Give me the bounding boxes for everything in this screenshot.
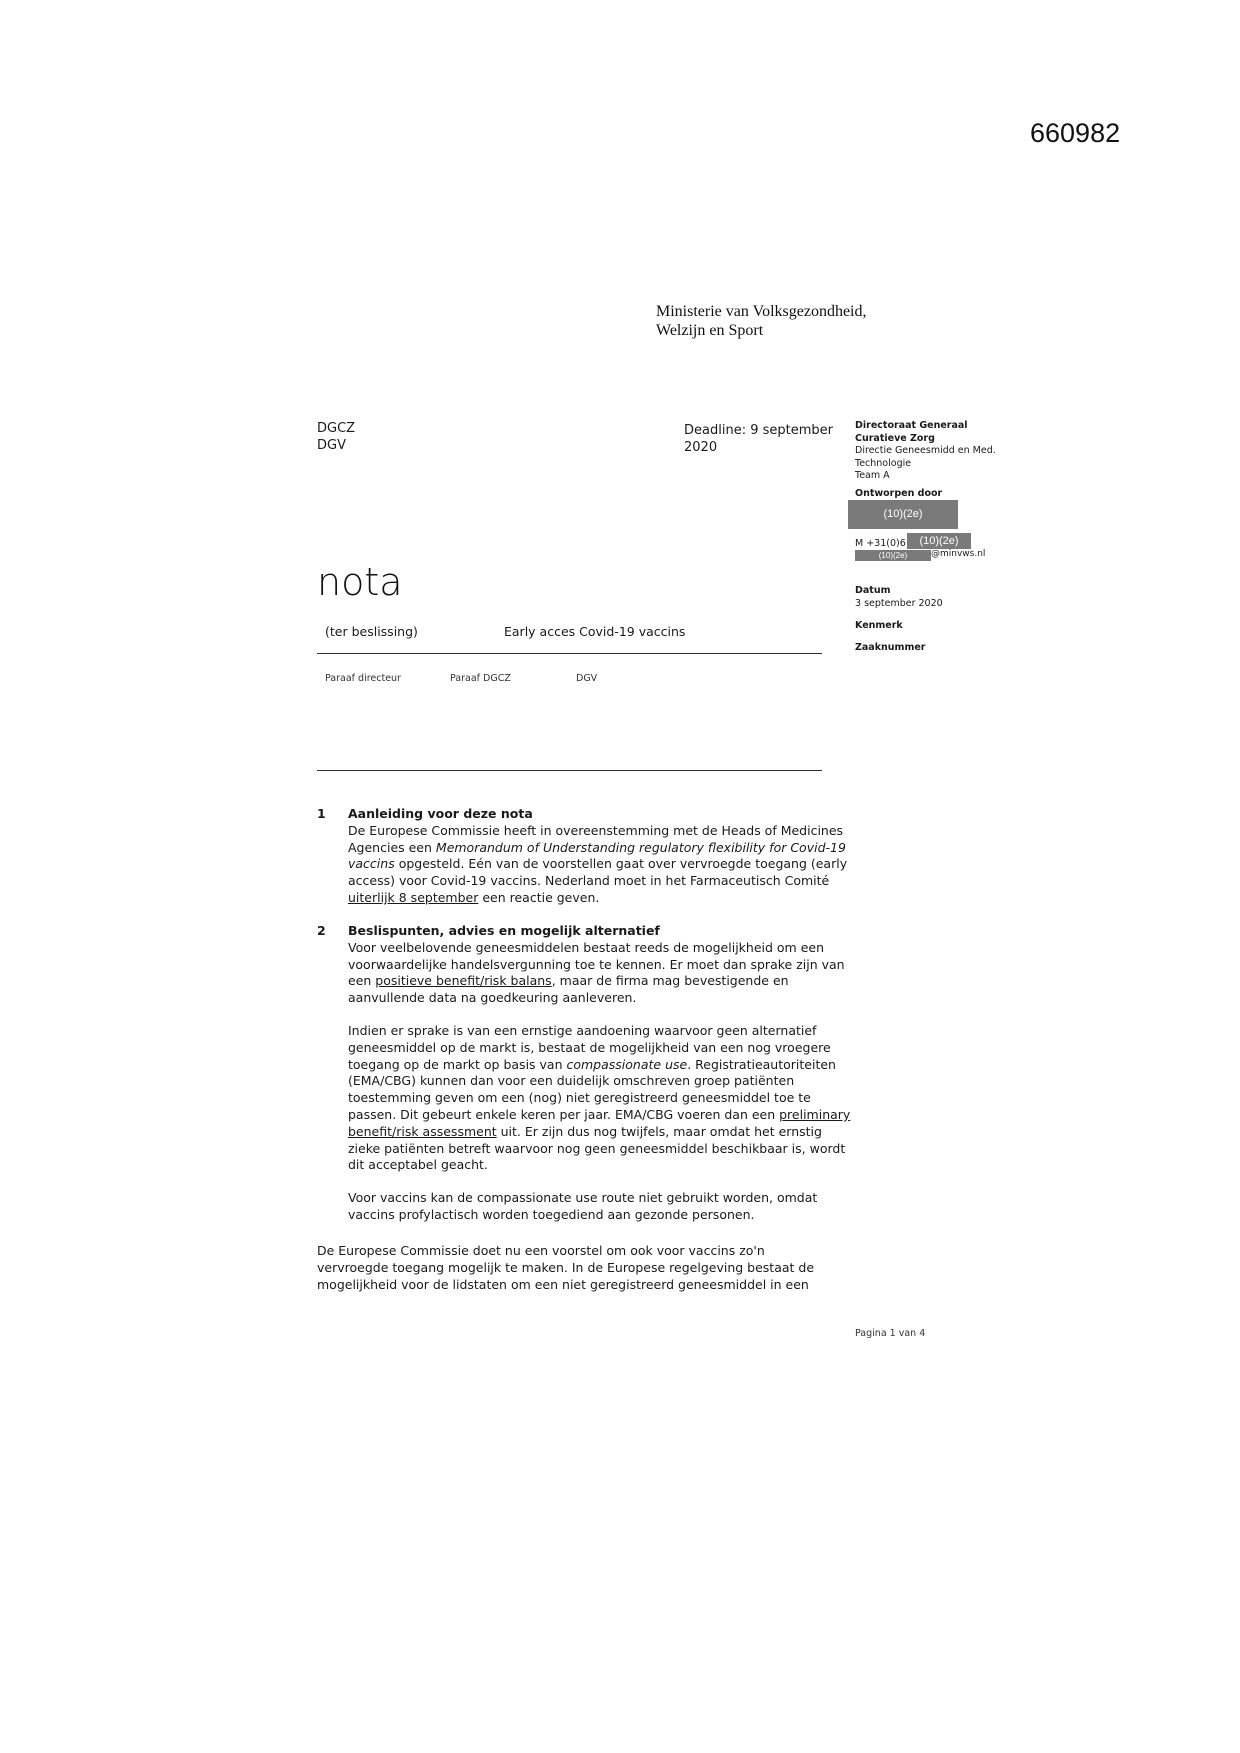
- paraaf-directeur: Paraaf directeur: [325, 673, 401, 684]
- directie-line-1: Directie Geneesmidd en Med.: [855, 445, 996, 456]
- document-title: nota: [317, 560, 403, 604]
- document-type: (ter beslissing): [325, 624, 418, 639]
- phone-prefix: M +31(0)6: [855, 538, 906, 549]
- pagination: Pagina 1 van 4: [855, 1328, 926, 1339]
- deadline: [684, 422, 833, 456]
- kenmerk-block: [855, 620, 1055, 633]
- datum-block: [855, 585, 1055, 610]
- ministry-line-1: Ministerie van Volksgezondheid,: [656, 303, 867, 320]
- document-subject: Early acces Covid-19 vaccins: [504, 624, 686, 639]
- section-2-heading: Beslispunten, advies en mogelijk alternatief: [348, 923, 660, 938]
- section-2-paragraph-3: Voor vaccins kan de compassionate use route niet gebruikt worden, omdat vaccins profylactisch worden toegediend aan gezonde personen.: [348, 1190, 818, 1222]
- document-number: 660982: [1030, 118, 1121, 148]
- team-label: Team A: [855, 470, 890, 481]
- section-1-text: De Europese Commissie heeft in overeenstemming met de Heads of Medicines Agencies een Memorandum of Understanding regulatory flexibility for Covid-19 vaccins opgesteld. Eén van de voorstellen gaat over vervroegde toegang (early access) voor Covid-19 vaccins. Nederland moet in het Farmaceutisch Comité uiterlijk 8 september een reactie geven.: [348, 822, 848, 905]
- ministry-line-2: Welzijn en Sport: [656, 322, 764, 339]
- section-2-paragraph-2: Indien er sprake is van een ernstige aandoening waarvoor geen alternatief geneesmiddel op de markt is, bestaat de mogelijkheid van een nog vroegere toegang op de markt op basis van compassionate use. Registratieautoriteiten (EMA/CBG) kunnen dan voor een duidelijk omschreven groep patiënten toestemming geven om een (nog) niet geregistreerd geneesmiddel toe te passen. Dit gebeurt enkele keren per jaar. EMA/CBG voeren dan een preliminary benefit/risk assessment uit. Er zijn dus nog twijfels, maar omdat het ernstig zieke patiënten betreft waarvoor nog geen geneesmiddel beschikbaar is, wordt dit acceptabel geacht.: [348, 1022, 851, 1173]
- section-2-paragraph-1: Voor veelbelovende geneesmiddelen bestaat reeds de mogelijkheid om een voorwaardelijke handelsvergunning toe te kennen. Er moet dan sprake zijn van een positieve benefit/risk balans, maar de firma mag bevestigende en aanvullende data na goedkeuring aanleveren.: [348, 939, 845, 1006]
- paraaf-dgcz: Paraaf DGCZ: [450, 673, 511, 684]
- deadline-line-2: 2020: [684, 440, 718, 455]
- redaction-name: (10)(2e): [848, 500, 958, 529]
- addressees: [317, 420, 355, 454]
- divider-top: [317, 653, 822, 654]
- paraaf-dgv: DGV: [576, 673, 598, 684]
- datum-label: Datum: [855, 585, 891, 596]
- addressee-dgv: DGV: [317, 438, 346, 453]
- sidebar-metadata: [855, 420, 1055, 500]
- directorate-line-1: Directoraat Generaal: [855, 420, 968, 431]
- section-1-heading: Aanleiding voor deze nota: [348, 806, 533, 821]
- email-suffix: @minvws.nl: [931, 549, 986, 559]
- ministry-logo-text: [656, 302, 867, 340]
- section-2-number: 2: [317, 923, 326, 938]
- divider-bottom: [317, 770, 822, 771]
- closing-paragraph: De Europese Commissie doet nu een voorstel om ook voor vaccins zo'n vervroegde toegang mogelijk te maken. In de Europese regelgeving bestaat de mogelijkheid voor de lidstaten om een niet geregistreerd geneesmiddel in een: [317, 1243, 815, 1292]
- kenmerk-label: Kenmerk: [855, 620, 903, 631]
- ontworpen-door-label: Ontworpen door: [855, 487, 943, 499]
- datum-value: 3 september 2020: [855, 597, 943, 609]
- redaction-email: (10)(2e): [855, 550, 931, 561]
- section-1-number: 1: [317, 806, 326, 821]
- zaaknummer-block: [855, 642, 1055, 655]
- directorate-line-2: Curatieve Zorg: [855, 432, 935, 444]
- deadline-line-1: Deadline: 9 september: [684, 423, 833, 438]
- zaaknummer-label: Zaaknummer: [855, 642, 926, 653]
- addressee-dgcz: DGCZ: [317, 421, 356, 436]
- directie-line-2: Technologie: [855, 457, 912, 469]
- section-1: [317, 806, 857, 907]
- section-2: [317, 923, 857, 1224]
- redaction-phone: (10)(2e): [907, 533, 971, 549]
